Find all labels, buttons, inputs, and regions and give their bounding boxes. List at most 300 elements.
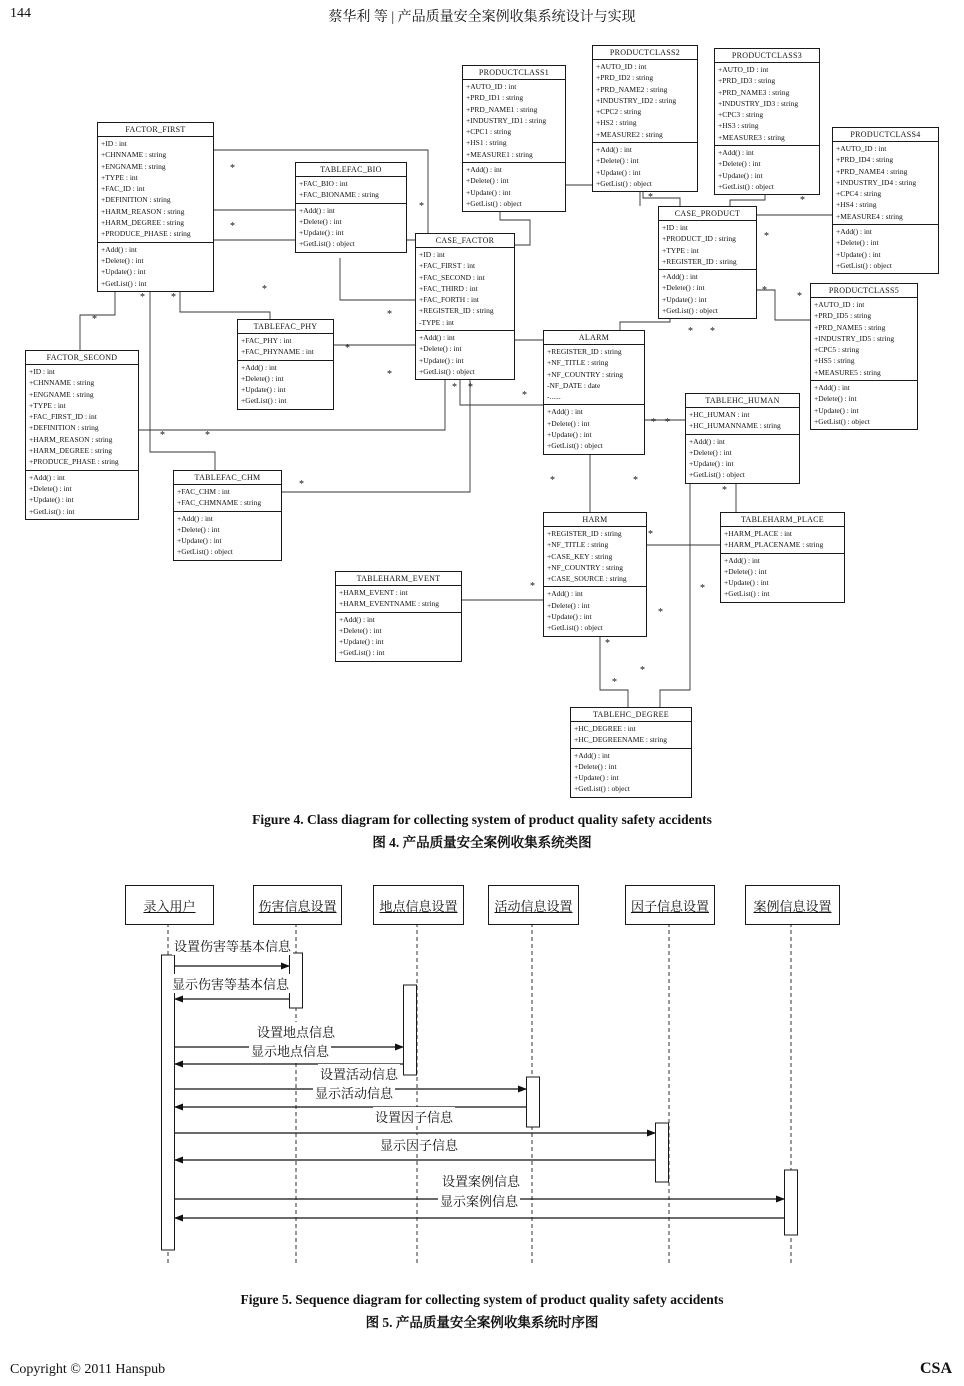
class-box-alarm xyxy=(543,330,645,455)
class-attribute: +AUTO_ID : int xyxy=(466,82,517,91)
class-attribute: +REGISTER_ID : string xyxy=(662,256,737,266)
class-method: +Delete() : int xyxy=(29,483,72,493)
class-attribute: +HC_DEGREE : int xyxy=(574,724,636,733)
multiplicity-star: * xyxy=(797,291,802,302)
class-method: +Add() : int xyxy=(574,750,610,760)
class-methods xyxy=(571,748,691,797)
footer-copyright: Copyright © 2011 Hanspub xyxy=(10,1362,166,1377)
class-method: +GetList() : object xyxy=(814,416,870,426)
class-attribute: +NF_COUNTRY : string xyxy=(547,369,624,379)
class-method: +Delete() : int xyxy=(574,761,617,771)
association-line xyxy=(340,258,415,300)
class-attribute: +FAC_FIRST_ID : int xyxy=(29,412,97,422)
activation-bar xyxy=(785,1170,798,1235)
multiplicity-star: * xyxy=(160,430,165,441)
message-label: 设置活动信息 xyxy=(318,1064,400,1083)
class-methods xyxy=(463,162,565,211)
class-method: +Add() : int xyxy=(718,148,754,158)
class-attribute: +NF_TITLE : string xyxy=(547,358,609,368)
class-title: CASE_PRODUCT xyxy=(659,207,756,221)
figure5-caption-zh: 图 5. 产品质量安全案例收集系统时序图 xyxy=(365,1315,599,1330)
class-attribute: +PRD_ID2 : string xyxy=(596,73,654,83)
class-method: +Update() : int xyxy=(299,228,344,238)
class-methods xyxy=(336,612,461,661)
lifeline-head xyxy=(253,885,342,925)
class-attribute: +CHNNAME : string xyxy=(29,378,95,388)
activation-bar xyxy=(404,985,417,1075)
class-method: +GetList() : object xyxy=(574,784,630,794)
lifeline-label: 案例信息设置 xyxy=(753,898,832,914)
class-attribute: +INDUSTRY_ID4 : string xyxy=(836,177,917,187)
class-method: +GetList() : object xyxy=(177,547,233,557)
class-attribute: +REGISTER_ID : string xyxy=(547,347,622,356)
class-method: +GetList() : int xyxy=(101,278,147,288)
class-attribute: +REGISTER_ID : string xyxy=(547,529,622,538)
class-method: +Add() : int xyxy=(177,513,213,523)
class-method: +Delete() : int xyxy=(724,566,767,576)
multiplicity-star: * xyxy=(710,326,715,337)
message-label: 显示伤害等基本信息 xyxy=(170,974,291,993)
class-method: +Add() : int xyxy=(339,614,375,624)
multiplicity-star: * xyxy=(299,479,304,490)
class-method: +Add() : int xyxy=(689,436,725,446)
class-attribute: +FAC_THIRD : int xyxy=(419,283,478,293)
class-method: +Update() : int xyxy=(574,773,619,783)
class-attribute: +CPC2 : string xyxy=(596,107,642,117)
class-method: +Update() : int xyxy=(29,495,74,505)
class-attribute: +HARM_REASON : string xyxy=(101,206,185,216)
class-attribute: +PRD_ID4 : string xyxy=(836,155,894,165)
figure5-caption-en: Figure 5. Sequence diagram for collecting system of product quality safety accidents xyxy=(240,1292,724,1307)
class-attribute: +FAC_CHM : int xyxy=(177,487,230,496)
class-method: +Update() : int xyxy=(177,536,222,546)
sequence-diagram-lines xyxy=(0,880,964,1272)
class-attribute: +FAC_BIO : int xyxy=(299,179,348,188)
class-box-case_factor xyxy=(415,233,515,380)
page-number: 144 xyxy=(10,6,31,21)
multiplicity-star: * xyxy=(688,326,693,337)
class-method: +Add() : int xyxy=(299,205,335,215)
class-attribute: +MEASURE5 : string xyxy=(814,367,881,377)
class-title: TABLEFAC_CHM xyxy=(174,471,281,485)
class-method: +Delete() : int xyxy=(466,176,509,186)
class-method: +Add() : int xyxy=(419,333,455,343)
class-attribute: -TYPE : int xyxy=(419,317,454,327)
class-methods xyxy=(686,434,799,483)
class-methods xyxy=(833,224,938,273)
multiplicity-star: * xyxy=(262,284,267,295)
class-method: +GetList() : object xyxy=(299,239,355,249)
class-method: +Update() : int xyxy=(689,459,734,469)
class-attribute: +CHNNAME : string xyxy=(101,150,167,160)
class-attribute: +PRD_NAME3 : string xyxy=(718,87,790,97)
class-method: +GetList() : object xyxy=(836,260,892,270)
class-title: PRODUCTCLASS3 xyxy=(715,49,819,63)
class-attribute: +HARM_PLACENAME : string xyxy=(724,540,824,550)
class-method: +Update() : int xyxy=(101,267,146,277)
class-title: PRODUCTCLASS4 xyxy=(833,128,938,142)
class-attribute: +MEASURE4 : string xyxy=(836,211,903,221)
class-attribute: +HARM_EVENTNAME : string xyxy=(339,599,440,609)
association-line xyxy=(150,287,215,470)
multiplicity-star: * xyxy=(640,665,645,676)
class-attribute: +MEASURE2 : string xyxy=(596,129,663,139)
class-method: +Add() : int xyxy=(547,407,583,417)
class-method: +Delete() : int xyxy=(419,344,462,354)
class-method: +Delete() : int xyxy=(339,625,382,635)
class-attribute: +ENGNAME : string xyxy=(29,389,94,399)
class-method: +GetList() : int xyxy=(724,589,770,599)
multiplicity-star: * xyxy=(522,390,527,401)
class-method: +Update() : int xyxy=(339,637,384,647)
class-attribute: +HARM_EVENT : int xyxy=(339,588,408,597)
class-methods xyxy=(26,470,138,519)
activation-bar xyxy=(527,1077,540,1127)
class-attribute: +DEFINITION : string xyxy=(101,195,171,205)
class-attribute: +AUTO_ID : int xyxy=(836,144,887,153)
multiplicity-star: * xyxy=(612,677,617,688)
lifeline-head xyxy=(125,885,214,925)
class-title: FACTOR_SECOND xyxy=(26,351,138,365)
class-method: +Update() : int xyxy=(419,355,464,365)
class-method: +Update() : int xyxy=(547,612,592,622)
class-attribute: +PRD_NAME5 : string xyxy=(814,322,886,332)
class-attribute: +FAC_FIRST : int xyxy=(419,261,476,271)
class-attribute: +TYPE : int xyxy=(662,245,699,255)
class-attribute: +INDUSTRY_ID1 : string xyxy=(466,115,547,125)
class-method: +GetList() : object xyxy=(689,470,745,480)
sequence-diagram xyxy=(0,880,964,1272)
class-methods xyxy=(715,145,819,194)
class-method: +Update() : int xyxy=(662,294,707,304)
class-title: FACTOR_FIRST xyxy=(98,123,213,137)
class-method: +Delete() : int xyxy=(689,447,732,457)
class-attribute: +FAC_ID : int xyxy=(101,184,145,194)
lifeline-head xyxy=(373,885,464,925)
multiplicity-star: * xyxy=(230,163,235,174)
multiplicity-star: * xyxy=(722,485,727,496)
class-attributes xyxy=(416,248,514,330)
class-method: +GetList() : int xyxy=(29,506,75,516)
class-attribute: +HARM_DEGREE : string xyxy=(29,446,112,456)
class-attribute: +FAC_PHYNAME : int xyxy=(241,347,314,357)
class-methods xyxy=(174,511,281,560)
multiplicity-star: * xyxy=(205,430,210,441)
figure4-caption-zh: 图 4. 产品质量安全案例收集系统类图 xyxy=(372,835,592,850)
class-method: +Delete() : int xyxy=(177,524,220,534)
class-methods xyxy=(416,330,514,379)
class-title: HARM xyxy=(544,513,646,527)
class-attribute: +HC_HUMAN : int xyxy=(689,410,750,419)
class-box-factor_first xyxy=(97,122,214,292)
class-attribute: +TYPE : int xyxy=(29,400,66,410)
class-attribute: +HS1 : string xyxy=(466,138,507,148)
class-attribute: +MEASURE3 : string xyxy=(718,132,785,142)
class-attribute: +HARM_PLACE : int xyxy=(724,529,792,538)
class-box-tablehc_human xyxy=(685,393,800,484)
class-attribute: +FAC_FORTH : int xyxy=(419,295,479,305)
class-title: TABLEFAC_BIO xyxy=(296,163,406,177)
multiplicity-star: * xyxy=(762,285,767,296)
class-attribute: +HS5 : string xyxy=(814,356,855,366)
class-method: +Delete() : int xyxy=(299,216,342,226)
class-title: TABLEFAC_PHY xyxy=(238,320,333,334)
class-method: +Delete() : int xyxy=(101,255,144,265)
class-method: +Update() : int xyxy=(466,187,511,197)
footer-journal: CSA xyxy=(919,1360,952,1377)
class-attribute: +DEFINITION : string xyxy=(29,423,99,433)
class-methods xyxy=(544,404,644,453)
class-method: +Delete() : int xyxy=(662,283,705,293)
class-method: +Update() : int xyxy=(724,578,769,588)
class-attributes xyxy=(174,485,281,511)
class-method: +Update() : int xyxy=(547,430,592,440)
class-method: +Add() : int xyxy=(466,165,502,175)
multiplicity-star: * xyxy=(633,475,638,486)
class-attribute: +CPC1 : string xyxy=(466,127,512,137)
class-attribute: +HARM_DEGREE : string xyxy=(101,218,184,228)
class-attribute: +NF_TITLE : string xyxy=(547,540,609,550)
class-attribute: +CASE_KEY : string xyxy=(547,551,613,561)
class-attribute: +PRD_ID5 : string xyxy=(814,311,872,321)
class-box-tablefac_phy xyxy=(237,319,334,410)
lifeline-head xyxy=(625,885,715,925)
class-attribute: +ID : int xyxy=(419,250,445,259)
class-method: +Add() : int xyxy=(29,472,65,482)
class-attributes xyxy=(833,142,938,224)
class-attribute: +TYPE : int xyxy=(101,172,138,182)
multiplicity-star: * xyxy=(648,192,653,203)
lifeline-head xyxy=(488,885,579,925)
class-attribute: +AUTO_ID : int xyxy=(814,300,865,309)
association-line xyxy=(80,287,115,350)
class-box-case_product xyxy=(658,206,757,319)
class-attribute: -NF_DATE : date xyxy=(547,380,601,390)
class-attribute: +PRD_NAME2 : string xyxy=(596,84,668,94)
class-attributes xyxy=(544,527,646,586)
class-method: +GetList() : object xyxy=(547,623,603,633)
class-attribute: +PRODUCT_ID : string xyxy=(662,234,736,244)
association-line xyxy=(660,477,690,707)
class-box-productclass3 xyxy=(714,48,820,195)
class-method: +Add() : int xyxy=(596,145,632,155)
multiplicity-star: * xyxy=(140,292,145,303)
class-title: TABLEHC_DEGREE xyxy=(571,708,691,722)
class-box-tableharm_place xyxy=(720,512,845,603)
class-box-factor_second xyxy=(25,350,139,520)
class-methods xyxy=(593,142,697,191)
multiplicity-star: * xyxy=(345,343,350,354)
multiplicity-star: * xyxy=(419,201,424,212)
class-box-productclass1 xyxy=(462,65,566,212)
class-method: +GetList() : object xyxy=(596,178,652,188)
class-title: PRODUCTCLASS2 xyxy=(593,46,697,60)
multiplicity-star: * xyxy=(658,607,663,618)
class-attribute: +ID : int xyxy=(101,139,127,148)
class-method: +Add() : int xyxy=(662,272,698,282)
class-attribute: +HS2 : string xyxy=(596,118,637,128)
class-attribute: +INDUSTRY_ID3 : string xyxy=(718,98,799,108)
message-label: 显示活动信息 xyxy=(313,1083,395,1102)
class-attributes xyxy=(336,586,461,612)
class-attribute: +PRD_ID1 : string xyxy=(466,93,524,103)
class-box-tableharm_event xyxy=(335,571,462,662)
class-box-productclass2 xyxy=(592,45,698,192)
class-methods xyxy=(296,203,406,252)
class-attribute: +ID : int xyxy=(29,367,55,376)
class-attribute: +CPC5 : string xyxy=(814,345,860,355)
class-attribute: -...... xyxy=(547,392,561,402)
class-method: +GetList() : object xyxy=(419,366,475,376)
class-method: +GetList() : object xyxy=(466,198,522,208)
class-title: ALARM xyxy=(544,331,644,345)
class-method: +GetList() : object xyxy=(718,181,774,191)
multiplicity-star: * xyxy=(550,475,555,486)
multiplicity-star: * xyxy=(468,382,473,393)
lifeline-label: 录入用户 xyxy=(143,898,196,914)
multiplicity-star: * xyxy=(530,581,535,592)
class-attributes xyxy=(571,722,691,748)
class-title: CASE_FACTOR xyxy=(416,234,514,248)
class-methods xyxy=(811,380,917,429)
class-method: +GetList() : object xyxy=(662,306,718,316)
class-attribute: +FAC_BIONAME : string xyxy=(299,190,379,200)
class-method: +Add() : int xyxy=(241,362,277,372)
class-method: +Delete() : int xyxy=(547,418,590,428)
message-label: 设置案例信息 xyxy=(440,1171,522,1190)
class-methods xyxy=(238,360,333,409)
class-methods xyxy=(98,242,213,291)
lifeline-label: 活动信息设置 xyxy=(494,898,573,914)
multiplicity-star: * xyxy=(387,309,392,320)
class-method: +Delete() : int xyxy=(718,159,761,169)
lifeline-label: 地点信息设置 xyxy=(379,898,458,914)
class-attributes xyxy=(715,63,819,145)
lifeline-label: 因子信息设置 xyxy=(630,898,709,914)
multiplicity-star: * xyxy=(800,195,805,206)
multiplicity-star: * xyxy=(605,638,610,649)
class-methods xyxy=(659,269,756,318)
class-method: +Add() : int xyxy=(814,383,850,393)
class-method: +Update() : int xyxy=(718,170,763,180)
class-method: +Add() : int xyxy=(724,555,760,565)
class-attributes xyxy=(238,334,333,360)
class-method: +Delete() : int xyxy=(241,373,284,383)
class-method: +Update() : int xyxy=(836,249,881,259)
class-box-productclass4 xyxy=(832,127,939,274)
class-title: TABLEHARM_EVENT xyxy=(336,572,461,586)
class-attribute: +FAC_PHY : int xyxy=(241,336,292,345)
message-label: 设置地点信息 xyxy=(255,1022,337,1041)
message-label: 显示案例信息 xyxy=(438,1191,520,1210)
class-attributes xyxy=(544,345,644,404)
multiplicity-star: * xyxy=(230,221,235,232)
multiplicity-star: * xyxy=(648,529,653,540)
class-attribute: +PRD_NAME4 : string xyxy=(836,166,908,176)
class-attribute: +CASE_SOURCE : string xyxy=(547,574,627,584)
class-attribute: +MEASURE1 : string xyxy=(466,149,533,159)
class-method: +Add() : int xyxy=(547,589,583,599)
class-methods xyxy=(544,586,646,635)
class-attribute: +HARM_REASON : string xyxy=(29,434,113,444)
class-method: +Delete() : int xyxy=(814,394,857,404)
class-attributes xyxy=(811,298,917,380)
class-attributes xyxy=(721,527,844,553)
class-box-harm xyxy=(543,512,647,637)
class-attribute: +AUTO_ID : int xyxy=(718,65,769,74)
message-label: 设置伤害等基本信息 xyxy=(172,936,293,955)
class-attribute: +PRD_ID3 : string xyxy=(718,76,776,86)
running-title: 蔡华利 等 | 产品质量安全案例收集系统设计与实现 xyxy=(328,10,636,25)
class-title: PRODUCTCLASS5 xyxy=(811,284,917,298)
activation-bar xyxy=(290,953,303,1008)
class-attributes xyxy=(659,221,756,269)
class-attribute: +PRD_NAME1 : string xyxy=(466,104,538,114)
message-label: 显示因子信息 xyxy=(378,1135,460,1154)
lifeline-head xyxy=(745,885,840,925)
class-attribute: +HS3 : string xyxy=(718,121,759,131)
class-attributes xyxy=(463,80,565,162)
class-attribute: +REGISTER_ID : string xyxy=(419,306,494,316)
class-attribute: +INDUSTRY_ID5 : string xyxy=(814,333,895,343)
class-attribute: +INDUSTRY_ID2 : string xyxy=(596,95,677,105)
class-attributes xyxy=(686,408,799,434)
figure4-caption-en: Figure 4. Class diagram for collecting system of product quality safety accidents xyxy=(252,812,712,827)
activation-bar xyxy=(162,955,175,1250)
class-method: +Add() : int xyxy=(101,244,137,254)
activation-bar xyxy=(656,1123,669,1182)
class-title: TABLEHARM_PLACE xyxy=(721,513,844,527)
class-method: +Update() : int xyxy=(814,405,859,415)
class-method: +Delete() : int xyxy=(547,600,590,610)
class-method: +GetList() : object xyxy=(547,441,603,451)
class-attribute: +PRODUCE_PHASE : string xyxy=(29,457,119,467)
class-attribute: +ID : int xyxy=(662,223,688,232)
multiplicity-star: * xyxy=(665,417,670,428)
class-method: +Update() : int xyxy=(596,167,641,177)
multiplicity-star: * xyxy=(452,382,457,393)
class-methods xyxy=(721,553,844,602)
message-label: 设置因子信息 xyxy=(373,1107,455,1126)
class-attributes xyxy=(593,60,697,142)
class-box-tablefac_bio xyxy=(295,162,407,253)
class-attribute: +FAC_CHMNAME : string xyxy=(177,498,262,508)
multiplicity-star: * xyxy=(92,314,97,325)
class-attribute: +HC_DEGREENAME : string xyxy=(574,735,667,745)
multiplicity-star: * xyxy=(764,231,769,242)
class-method: +GetList() : int xyxy=(241,396,287,406)
class-attribute: +CPC3 : string xyxy=(718,110,764,120)
class-box-tablehc_degree xyxy=(570,707,692,798)
class-attribute: +CPC4 : string xyxy=(836,189,882,199)
class-box-productclass5 xyxy=(810,283,918,430)
class-title: PRODUCTCLASS1 xyxy=(463,66,565,80)
class-attribute: +AUTO_ID : int xyxy=(596,62,647,71)
class-method: +Delete() : int xyxy=(596,156,639,166)
class-attribute: +PRODUCE_PHASE : string xyxy=(101,229,191,239)
class-attribute: +NF_COUNTRY : string xyxy=(547,562,624,572)
class-title: TABLEHC_HUMAN xyxy=(686,394,799,408)
class-attributes xyxy=(296,177,406,203)
class-attribute: +HS4 : string xyxy=(836,200,877,210)
class-attribute: +ENGNAME : string xyxy=(101,161,166,171)
multiplicity-star: * xyxy=(387,369,392,380)
class-method: +Add() : int xyxy=(836,227,872,237)
class-method: +Delete() : int xyxy=(836,238,879,248)
class-attributes xyxy=(98,137,213,242)
class-box-tablefac_chm xyxy=(173,470,282,561)
class-attribute: +HC_HUMANNAME : string xyxy=(689,421,781,431)
